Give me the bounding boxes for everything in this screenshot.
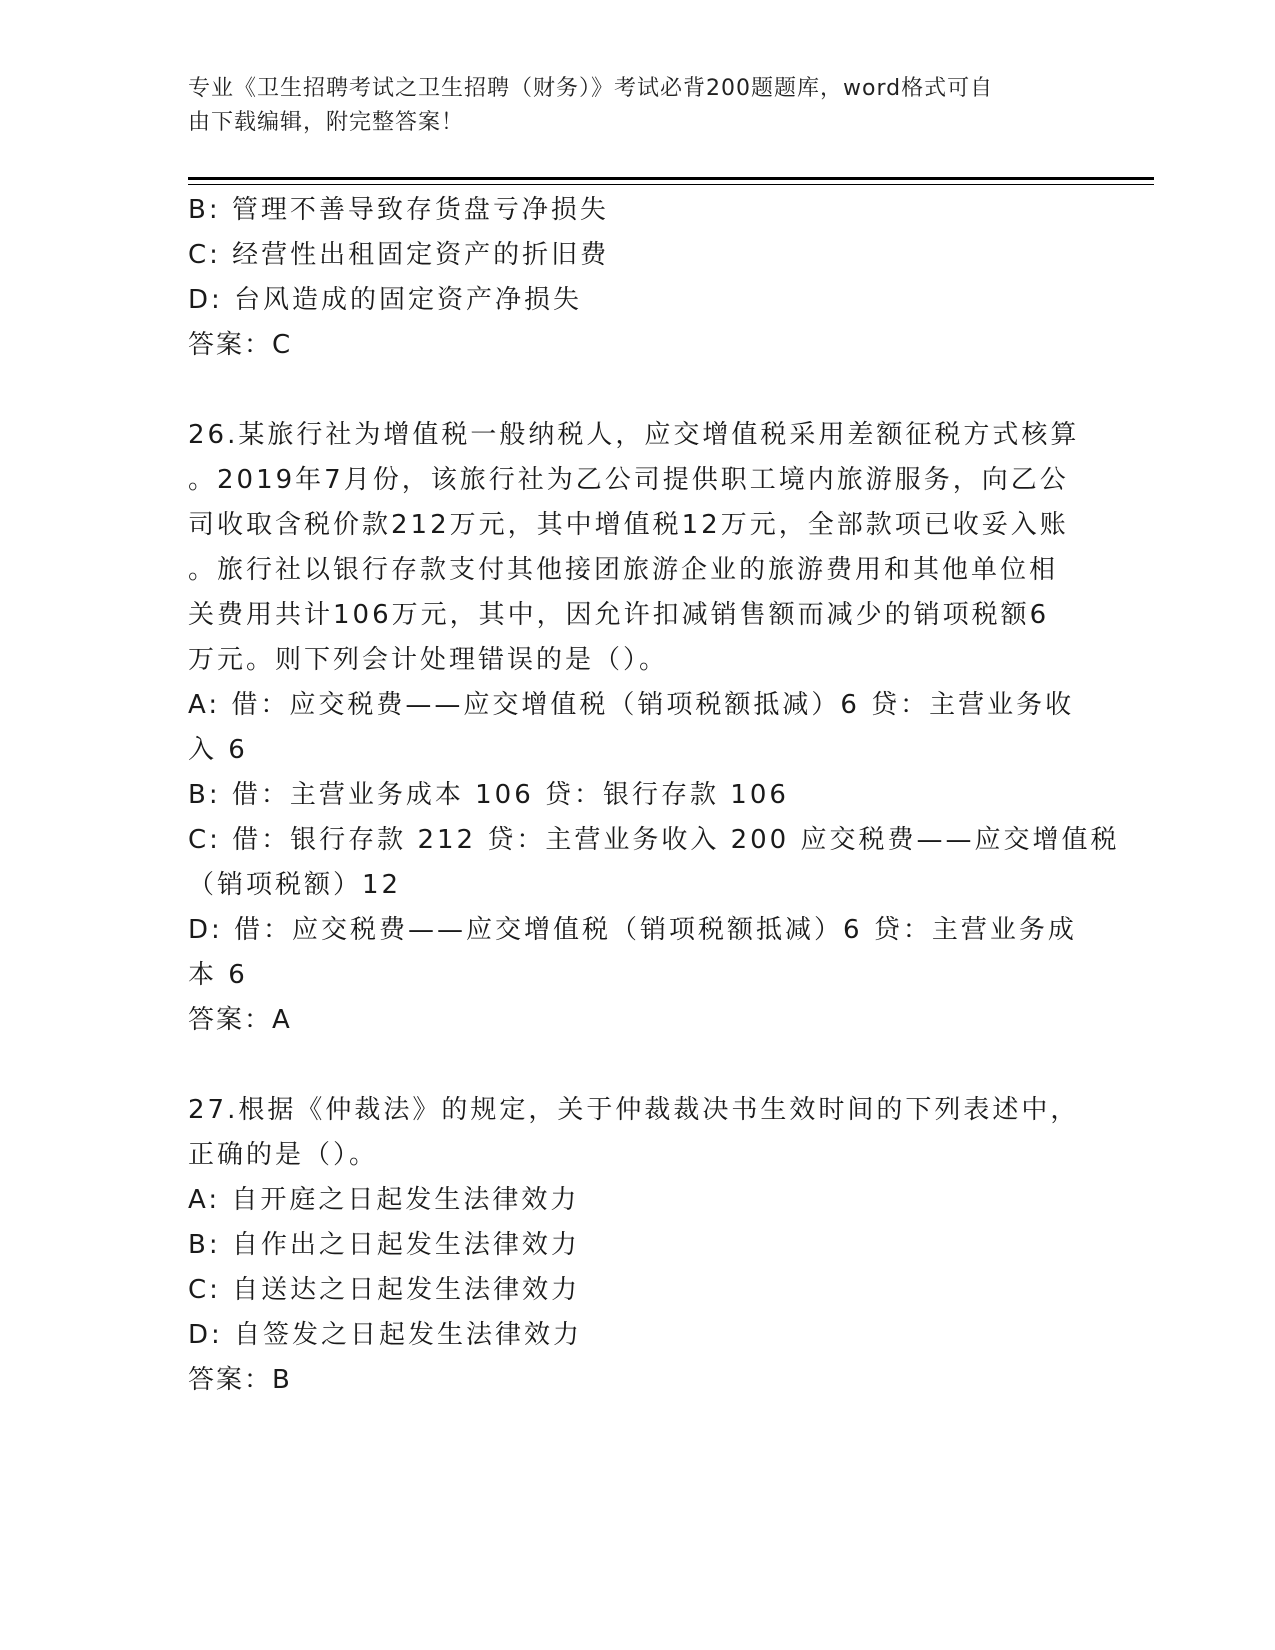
header-line-1: 专业《卫生招聘考试之卫生招聘（财务）》考试必背200题题库，word格式可自 [188, 76, 994, 101]
q25-answer: 答案：C [188, 330, 293, 360]
document-body [188, 188, 1120, 1403]
q26-stem-line: 26.某旅行社为增值税一般纳税人，应交增值税采用差额征税方式核算 [188, 420, 1080, 450]
header-line-2: 由下载编辑，附完整答案！ [188, 110, 465, 135]
q26-option-d: D: 借：应交税费——应交增值税（销项税额抵减）6 贷：主营业务成 [188, 915, 1077, 945]
question-26 [188, 413, 1120, 1043]
q26-option-a: A: 借：应交税费——应交增值税（销项税额抵减）6 贷：主营业务收 [188, 690, 1075, 720]
q27-answer: 答案：B [188, 1365, 292, 1395]
q27-option-c: C: 自送达之日起发生法律效力 [188, 1275, 581, 1305]
q26-answer: 答案：A [188, 1005, 292, 1035]
q25-option-c: C: 经营性出租固定资产的折旧费 [188, 240, 610, 270]
q27-option-b: B: 自作出之日起发生法律效力 [188, 1230, 580, 1260]
q26-stem-line: 关费用共计106万元，其中，因允许扣减销售额而减少的销项税额6 [188, 600, 1050, 630]
q27-option-a: A: 自开庭之日起发生法律效力 [188, 1185, 580, 1215]
q27-stem-line: 正确的是（）。 [188, 1140, 379, 1170]
q26-option-a-cont: 入 6 [188, 735, 248, 765]
q26-option-d-cont: 本 6 [188, 960, 248, 990]
q26-option-c: C: 借：银行存款 212 贷：主营业务收入 200 应交税费——应交增值税 [188, 825, 1120, 855]
q25-option-b: B: 管理不善导致存货盘亏净损失 [188, 195, 609, 225]
q26-stem-line: 万元。则下列会计处理错误的是（）。 [188, 645, 669, 675]
q25-option-d: D: 台风造成的固定资产净损失 [188, 285, 583, 315]
q27-stem-line: 27.根据《仲裁法》的规定，关于仲裁裁决书生效时间的下列表述中， [188, 1095, 1080, 1125]
header-rule-thick [188, 177, 1154, 180]
q26-stem-line: 司收取含税价款212万元，其中增值税12万元，全部款项已收妥入账 [188, 510, 1069, 540]
q26-stem-line: 。2019年7月份，该旅行社为乙公司提供职工境内旅游服务，向乙公 [188, 465, 1069, 495]
q26-option-b: B: 借：主营业务成本 106 贷：银行存款 106 [188, 780, 789, 810]
header-rule-thin [188, 184, 1154, 185]
q26-option-c-cont: （销项税额）12 [188, 870, 402, 900]
q26-stem-line: 。旅行社以银行存款支付其他接团旅游企业的旅游费用和其他单位相 [188, 555, 1059, 585]
question-27 [188, 1088, 1088, 1403]
page-header [188, 72, 1068, 140]
q27-option-d: D: 自签发之日起发生法律效力 [188, 1320, 583, 1350]
question-25 [188, 188, 1088, 368]
